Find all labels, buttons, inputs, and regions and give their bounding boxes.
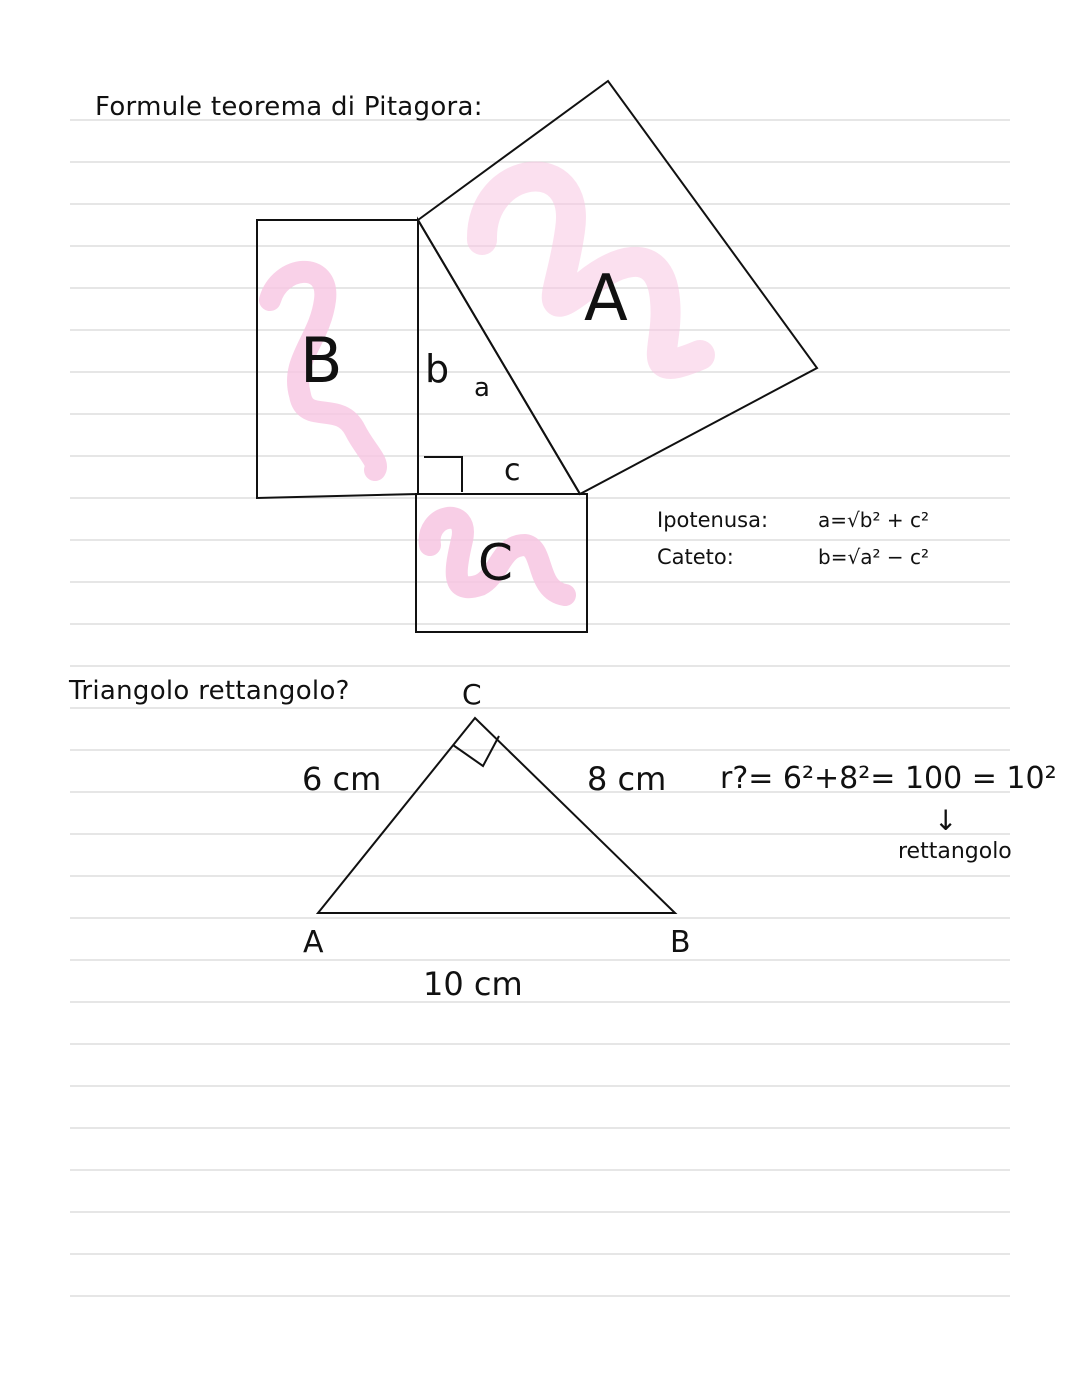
- label-square-c: C: [478, 534, 513, 592]
- conclusion-label: rettangolo: [898, 839, 1012, 864]
- label-side-b: b: [425, 347, 450, 391]
- label-side-c: c: [504, 453, 521, 488]
- heading-pythagoras: Formule teorema di Pitagora:: [95, 92, 483, 122]
- vertex-c-label: C: [462, 678, 482, 711]
- side-ac-label: 6 cm: [302, 760, 382, 798]
- vertex-b-label: B: [670, 925, 691, 960]
- side-cb-label: 8 cm: [587, 760, 667, 798]
- formula-hypotenuse: a=√b² + c²: [818, 508, 929, 532]
- arrow-down-icon: ↓: [934, 804, 958, 837]
- label-side-a: a: [474, 373, 490, 403]
- triangle-abc: [318, 718, 675, 913]
- vertex-a-label: A: [303, 925, 324, 960]
- formula-leg: b=√a² − c²: [818, 545, 929, 569]
- triangle-right-angle-mark: [453, 736, 499, 766]
- side-ab-label: 10 cm: [423, 965, 523, 1003]
- pythagoras-check: r?= 6²+8²= 100 = 10²: [720, 761, 1057, 796]
- label-hypotenuse: Ipotenusa:: [657, 508, 769, 532]
- heading-right-triangle: Triangolo rettangolo?: [69, 676, 350, 706]
- label-square-b: B: [300, 324, 343, 397]
- label-leg: Cateto:: [657, 545, 734, 569]
- label-square-a: A: [584, 262, 628, 336]
